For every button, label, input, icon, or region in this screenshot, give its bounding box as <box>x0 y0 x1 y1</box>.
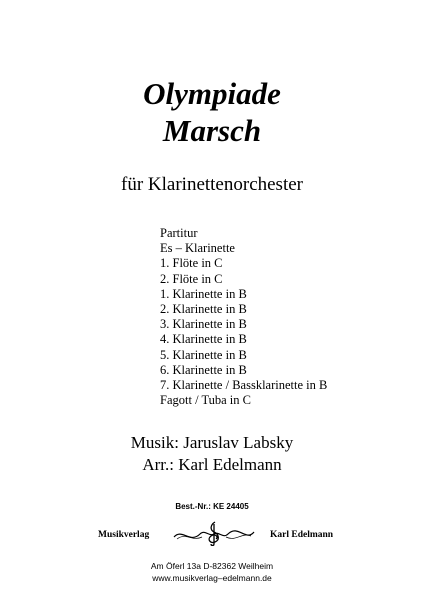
part-item: Es – Klarinette <box>160 241 235 256</box>
subtitle: für Klarinettenorchester <box>121 174 303 195</box>
publisher-logo-right: Karl Edelmann <box>270 530 334 540</box>
part-item: 2. Klarinette in B <box>160 302 247 317</box>
title-line-1: Olympiade <box>143 76 281 111</box>
order-number: Best.-Nr.: KE 24405 <box>175 502 249 511</box>
publisher-website: www.musikverlag–edelmann.de <box>152 573 272 583</box>
composer-credit: Musik: Jaruslav Labsky <box>130 433 294 452</box>
part-item: 4. Klarinette in B <box>160 332 247 347</box>
part-item: 2. Flöte in C <box>160 271 223 286</box>
arranger-credit: Arr.: Karl Edelmann <box>142 455 282 474</box>
part-item: 6. Klarinette in B <box>160 362 247 377</box>
publisher-address: Am Öferl 13a D-82362 Weilheim <box>150 561 274 571</box>
title-line-2: Marsch <box>162 113 262 148</box>
treble-clef-ornament-icon <box>172 520 256 546</box>
part-item: 1. Flöte in C <box>160 256 223 271</box>
part-item: Partitur <box>160 226 198 240</box>
part-item: Fagott / Tuba in C <box>160 393 251 408</box>
part-item: 1. Klarinette in B <box>160 286 247 301</box>
part-item: 3. Klarinette in B <box>160 317 247 332</box>
parts-list <box>160 226 327 408</box>
part-item: 7. Klarinette / Bassklarinette in B <box>160 378 328 393</box>
publisher-logo-left: Musikverlag <box>98 530 150 540</box>
part-item: 5. Klarinette in B <box>160 347 247 362</box>
